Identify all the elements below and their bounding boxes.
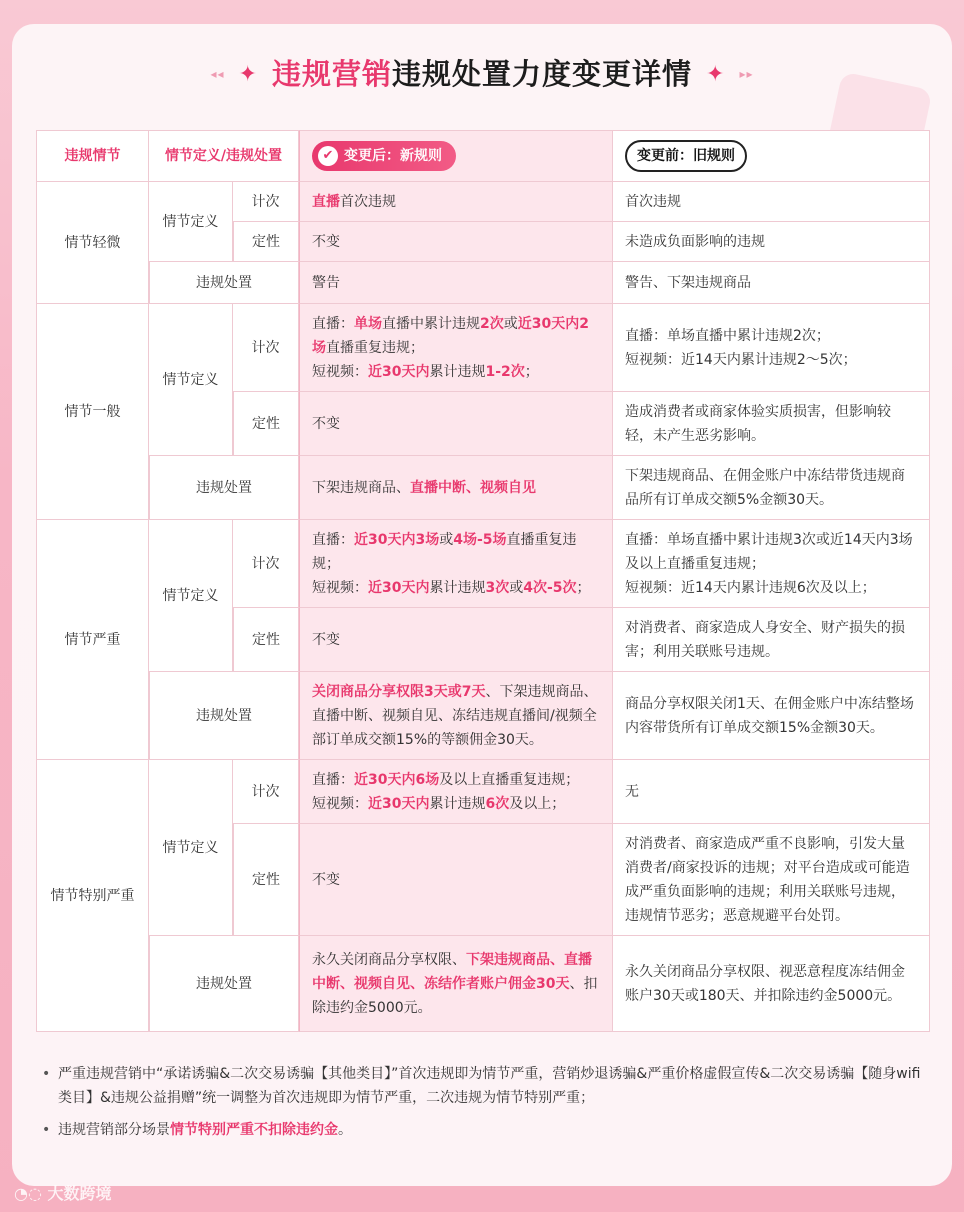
nature-label: 定性 — [233, 222, 299, 262]
table-row — [36, 304, 930, 392]
nature-label: 定性 — [233, 392, 299, 456]
logo-icon: ◔◌ — [14, 1184, 48, 1203]
title-rest: 违规处置力度变更详情 — [392, 57, 693, 91]
very-serious-penalty-new: 永久关闭商品分享权限、下架违规商品、直播中断、视频自见、冻结作者账户佣金30天、扣除违约金5000元。 — [299, 936, 613, 1032]
very-serious-nature-old: 对消费者、商家造成严重不良影响，引发大量消费者/商家投诉的违规；对平台造成或可能造成严重负面影响的违规；利用关联账号违规，违规情节恶劣；恶意规避平台处罚。 — [613, 824, 930, 936]
definition-label: 情节定义 — [149, 760, 233, 936]
nature-label: 定性 — [233, 824, 299, 936]
plot-general: 情节一般 — [36, 304, 149, 520]
general-nature-old: 造成消费者或商家体验实质损害，但影响较轻，未产生恶劣影响。 — [613, 392, 930, 456]
plot-very-serious: 情节特别严重 — [36, 760, 149, 1032]
table-row — [36, 936, 930, 1032]
sparkle-icon: ✦ — [706, 62, 726, 87]
serious-count-old: 直播：单场直播中累计违规3次或近14天内3场及以上直播重复违规； 短视频：近14天内累计违规6次及以上； — [613, 520, 930, 608]
serious-penalty-new: 关闭商品分享权限3天或7天、下架违规商品、直播中断、视频自见、冻结违规直播间/视频全部订单成交额15%的等额佣金30天。 — [299, 672, 613, 760]
minor-nature-new: 不变 — [299, 222, 613, 262]
nature-label: 定性 — [233, 608, 299, 672]
count-label: 计次 — [233, 304, 299, 392]
count-label: 计次 — [233, 760, 299, 824]
dots-decoration: ▸▸ — [739, 67, 754, 81]
minor-count-old: 首次违规 — [613, 182, 930, 222]
minor-penalty-new: 警告 — [299, 262, 613, 304]
watermark: ◔◌ 大数跨境 — [14, 1184, 112, 1203]
table-row — [36, 520, 930, 608]
serious-nature-new: 不变 — [299, 608, 613, 672]
penalty-label: 违规处置 — [149, 456, 299, 520]
page-title — [0, 52, 964, 93]
definition-label: 情节定义 — [149, 182, 233, 262]
table-row — [36, 182, 930, 222]
very-serious-nature-new: 不变 — [299, 824, 613, 936]
penalty-label: 违规处置 — [149, 262, 299, 304]
header-plot: 违规情节 — [36, 130, 149, 182]
penalty-label: 违规处置 — [149, 672, 299, 760]
minor-nature-old: 未造成负面影响的违规 — [613, 222, 930, 262]
general-count-old: 直播：单场直播中累计违规2次； 短视频：近14天内累计违规2～5次； — [613, 304, 930, 392]
serious-count-new: 直播：近30天内3场或4场-5场直播重复违规； 短视频：近30天内累计违规3次或4次-5次； — [299, 520, 613, 608]
very-serious-count-old: 无 — [613, 760, 930, 824]
old-rule-badge: 变更前：旧规则 — [625, 140, 747, 172]
header-old — [613, 130, 930, 182]
sparkle-icon: ✦ — [238, 62, 258, 87]
table-row — [36, 760, 930, 824]
title-highlight: 违规营销 — [271, 57, 392, 91]
dots-decoration: ◂◂ — [210, 67, 225, 81]
minor-count-new: 直播首次违规 — [299, 182, 613, 222]
general-count-new: 直播：单场直播中累计违规2次或近30天内2场直播重复违规； 短视频：近30天内累计违规1-2次； — [299, 304, 613, 392]
count-label: 计次 — [233, 520, 299, 608]
table-header-row — [36, 130, 930, 182]
footnote-item: • 违规营销部分场景情节特别严重不扣除违约金。 — [42, 1118, 932, 1142]
header-definition: 情节定义/违规处置 — [149, 130, 299, 182]
serious-nature-old: 对消费者、商家造成人身安全、财产损失的损害；利用关联账号违规。 — [613, 608, 930, 672]
plot-minor: 情节轻微 — [36, 182, 149, 304]
general-nature-new: 不变 — [299, 392, 613, 456]
very-serious-count-new: 直播：近30天内6场及以上直播重复违规； 短视频：近30天内累计违规6次及以上； — [299, 760, 613, 824]
definition-label: 情节定义 — [149, 304, 233, 456]
general-penalty-new: 下架违规商品、直播中断、视频自见 — [299, 456, 613, 520]
plot-serious: 情节严重 — [36, 520, 149, 760]
minor-penalty-old: 警告、下架违规商品 — [613, 262, 930, 304]
table-row — [36, 672, 930, 760]
table-row — [36, 262, 930, 304]
definition-label: 情节定义 — [149, 520, 233, 672]
header-new — [299, 130, 613, 182]
check-icon: ✔ — [318, 146, 338, 166]
serious-penalty-old: 商品分享权限关闭1天、在佣金账户中冻结整场内容带货所有订单成交额15%金额30天。 — [613, 672, 930, 760]
very-serious-penalty-old: 永久关闭商品分享权限、视恶意程度冻结佣金账户30天或180天、并扣除违约金5000元。 — [613, 936, 930, 1032]
rules-table — [36, 130, 930, 1032]
penalty-label: 违规处置 — [149, 936, 299, 1032]
table-row — [36, 456, 930, 520]
general-penalty-old: 下架违规商品、在佣金账户中冻结带货违规商品所有订单成交额5%金额30天。 — [613, 456, 930, 520]
count-label: 计次 — [233, 182, 299, 222]
new-rule-badge: ✔ 变更后：新规则 — [312, 141, 456, 171]
footnotes — [42, 1062, 932, 1150]
footnote-item: • 严重违规营销中“承诺诱骗&二次交易诱骗【其他类目】”首次违规即为情节严重，营销炒退诱骗&严重价格虚假宣传&二次交易诱骗【随身wifi类目】&违规公益捐赠”统一调整为首次违规即为情节严重，二次违规为情节特别严重； — [42, 1062, 932, 1110]
